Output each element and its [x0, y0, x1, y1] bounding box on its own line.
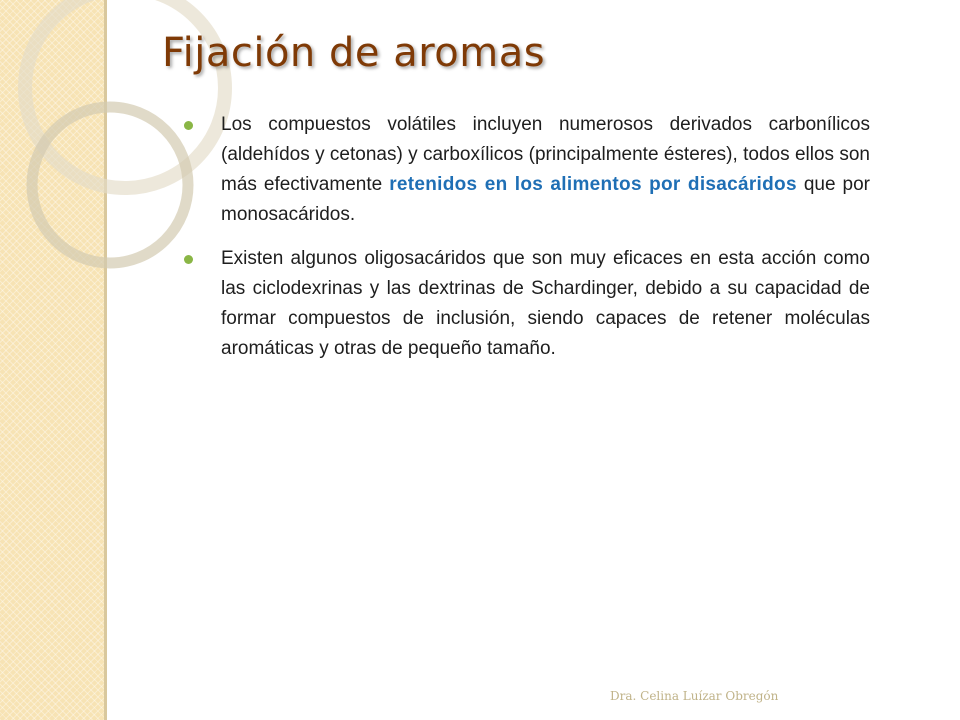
- bullet-icon: [184, 255, 193, 264]
- slide-footer: Dra. Celina Luízar Obregón: [610, 689, 779, 703]
- bullet-highlight-text: retenidos en los alimentos por disacáridos: [389, 174, 797, 195]
- bullet-text: Existen algunos oligosacáridos que son muy eficaces en esta acción como las ciclodexrinas y las dextrinas de Schardinger, debido a su capacidad de formar compuestos de inclusión, siendo capaces de retener moléculas aromáticas y otras de pequeño tamaño.: [221, 248, 870, 359]
- bullet-item-volatile-compounds: [180, 110, 870, 230]
- bullet-text-part: Los compuestos volátiles incluyen numerosos derivados carbonílicos (aldehídos y cetonas) y carboxílicos (principalmente ésteres), todos ellos son más efectivamente: [221, 114, 870, 195]
- bullet-icon: [184, 121, 193, 130]
- bullet-item-oligosaccharides: [180, 244, 870, 364]
- bullet-list: [180, 110, 870, 378]
- slide-title: Fijación de aromas: [162, 30, 546, 76]
- bullet-text-part: que por monosacáridos.: [221, 174, 870, 225]
